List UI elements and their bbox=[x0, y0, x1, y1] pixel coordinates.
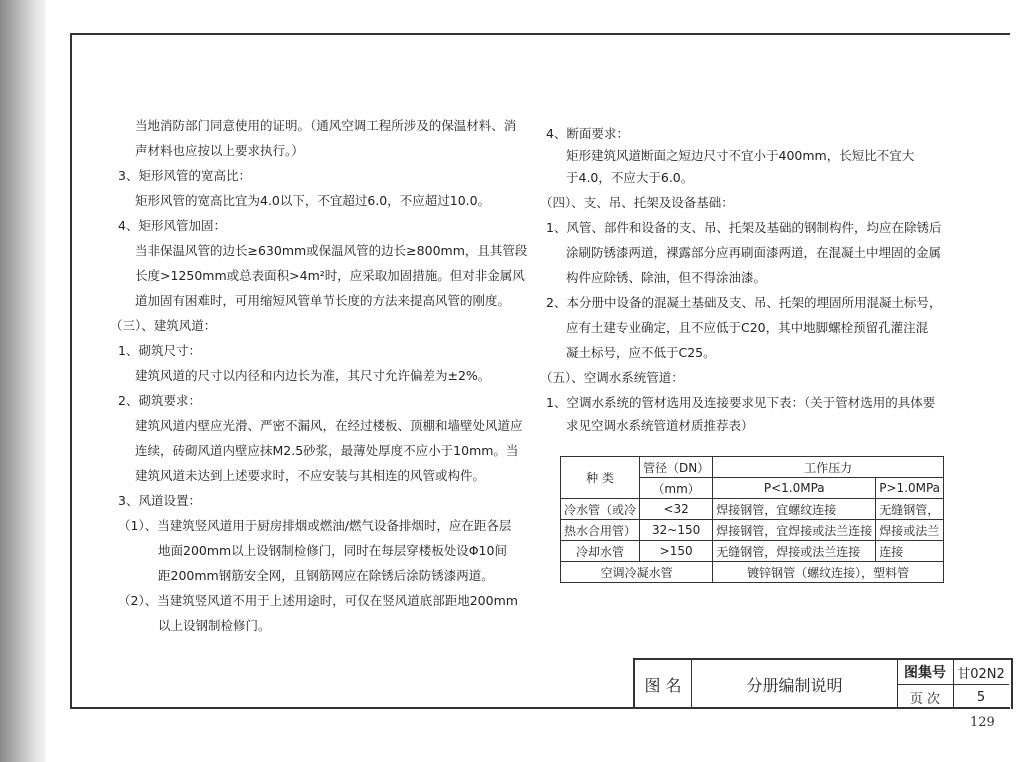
text-line: 地面200mm以上设钢制检修门，同时在每层穿楼板处设Φ10间 bbox=[158, 543, 507, 558]
pipe-material-table bbox=[560, 456, 944, 583]
drawing-title: 分册编制说明 bbox=[746, 676, 843, 695]
table-header-pressure: 工作压力 bbox=[713, 457, 944, 478]
page-value: 5 bbox=[976, 689, 986, 705]
text-line: 3、风道设置： bbox=[118, 493, 201, 508]
table-header-kind: 种 类 bbox=[561, 457, 640, 499]
table-cell-low: 无缝钢管，焊接或法兰连接 bbox=[713, 541, 876, 562]
text-line: 建筑风道内壁应光滑、严密不漏风，在经过楼板、顶棚和墙壁处风道应 bbox=[135, 418, 523, 433]
text-line: 声材料也应按以上要求执行。） bbox=[135, 143, 304, 158]
text-line: 求见空调水系统管道材质推荐表） bbox=[566, 418, 754, 433]
table-cell-low: 焊接钢管，宜焊接或法兰连接 bbox=[713, 520, 876, 541]
table-cell-condensate-value: 镀锌钢管（螺纹连接），塑料管 bbox=[713, 562, 944, 583]
table-cell-high: 无缝钢管， bbox=[876, 499, 944, 520]
book-binding-shadow bbox=[0, 0, 46, 762]
table-cell-kind: 热水合用管） bbox=[561, 520, 640, 541]
text-line: 当非保温风管的边长≥630mm或保温风管的边长≥800mm，且其管段 bbox=[135, 243, 528, 258]
text-line: （三）、建筑风道： bbox=[110, 318, 217, 333]
text-line: 4、矩形风管加固： bbox=[118, 218, 226, 233]
table-header-high-pressure: P>1.0MPa bbox=[876, 478, 944, 499]
table-header-low-pressure: P<1.0MPa bbox=[713, 478, 876, 499]
atlas-number: 甘02N2 bbox=[957, 666, 1005, 682]
text-line: 矩形风管的宽高比宜为4.0以下，不宜超过6.0，不应超过10.0。 bbox=[135, 193, 491, 208]
text-line: （五）、空调水系统管道： bbox=[540, 370, 684, 385]
page-number: 129 bbox=[970, 715, 995, 730]
text-line: 距200mm钢筋安全网，且钢筋网应在除锈后涂防锈漆两道。 bbox=[158, 568, 494, 583]
text-line: 凝土标号，应不低于C25。 bbox=[566, 345, 716, 360]
text-line: 道加固有困难时，可用缩短风管单节长度的方法来提高风管的刚度。 bbox=[135, 293, 511, 308]
text-line: 于4.0，不应大于6.0。 bbox=[566, 170, 694, 185]
title-block bbox=[633, 658, 1013, 709]
text-line: 矩形建筑风道断面之短边尺寸不宜小于400mm，长短比不宜大 bbox=[566, 148, 915, 163]
text-line: 1、空调水系统的管材选用及连接要求见下表：（关于管材选用的具体要 bbox=[546, 395, 936, 410]
table-cell-kind: 冷却水管 bbox=[561, 541, 640, 562]
text-line: 1、风管、部件和设备的支、吊、托架及基础的钢制构件，均应在除锈后 bbox=[546, 220, 942, 235]
table-cell-dn: <32 bbox=[640, 499, 713, 520]
text-line: （1）、当建筑竖风道用于厨房排烟或燃油/燃气设备排烟时，应在距各层 bbox=[118, 518, 512, 533]
text-line: （四）、支、吊、托架及设备基础： bbox=[540, 195, 734, 210]
table-cell-kind: 冷水管（或冷 bbox=[561, 499, 640, 520]
table-header-mm: （mm） bbox=[640, 478, 713, 499]
text-line: 构件应除锈、除油，但不得涂油漆。 bbox=[566, 270, 767, 285]
text-line: 长度>1250mm或总表面积>4m²时，应采取加固措施。但对非金属风 bbox=[135, 268, 525, 283]
table-cell-high: 连接 bbox=[876, 541, 944, 562]
table-cell-condensate-label: 空调冷凝水管 bbox=[561, 562, 713, 583]
text-line: 连续，砖砌风道内壁应抹M2.5砂浆，最薄处厚度不应小于10mm。当 bbox=[135, 443, 519, 458]
text-line: 以上设钢制检修门。 bbox=[158, 618, 271, 633]
text-line: 应有土建专业确定，且不应低于C20，其中地脚螺栓预留孔灌注混 bbox=[566, 320, 929, 335]
table-header-dn: 管径（DN） bbox=[640, 457, 713, 478]
text-line: （2）、当建筑竖风道不用于上述用途时，可仅在竖风道底部距地200mm bbox=[118, 593, 518, 608]
table-cell-high: 焊接或法兰 bbox=[876, 520, 944, 541]
binding-marks bbox=[54, 36, 66, 366]
text-line: 涂刷防锈漆两道，裸露部分应再刷面漆两道，在混凝土中埋固的金属 bbox=[566, 245, 942, 260]
title-label-name: 图 名 bbox=[644, 676, 682, 695]
title-label-atlas: 图集号 bbox=[904, 665, 946, 681]
title-label-page: 页 次 bbox=[909, 691, 941, 707]
text-line: 建筑风道未达到上述要求时，不应安装与其相连的风管或构件。 bbox=[135, 468, 486, 483]
text-line: 2、砌筑要求： bbox=[118, 393, 201, 408]
text-line: 建筑风道的尺寸以内径和内边长为准，其尺寸允许偏差为±2%。 bbox=[135, 368, 491, 383]
text-line: 当地消防部门同意使用的证明。（通风空调工程所涉及的保温材料、消 bbox=[135, 118, 517, 133]
table-cell-dn: 32~150 bbox=[640, 520, 713, 541]
text-line: 3、矩形风管的宽高比： bbox=[118, 168, 251, 183]
text-line: 4、断面要求： bbox=[546, 126, 629, 141]
text-line: 1、砌筑尺寸： bbox=[118, 343, 201, 358]
text-line: 2、本分册中设备的混凝土基础及支、吊、托架的埋固所用混凝土标号， bbox=[546, 295, 942, 310]
table-cell-low: 焊接钢管，宜螺纹连接 bbox=[713, 499, 876, 520]
table-cell-dn: >150 bbox=[640, 541, 713, 562]
